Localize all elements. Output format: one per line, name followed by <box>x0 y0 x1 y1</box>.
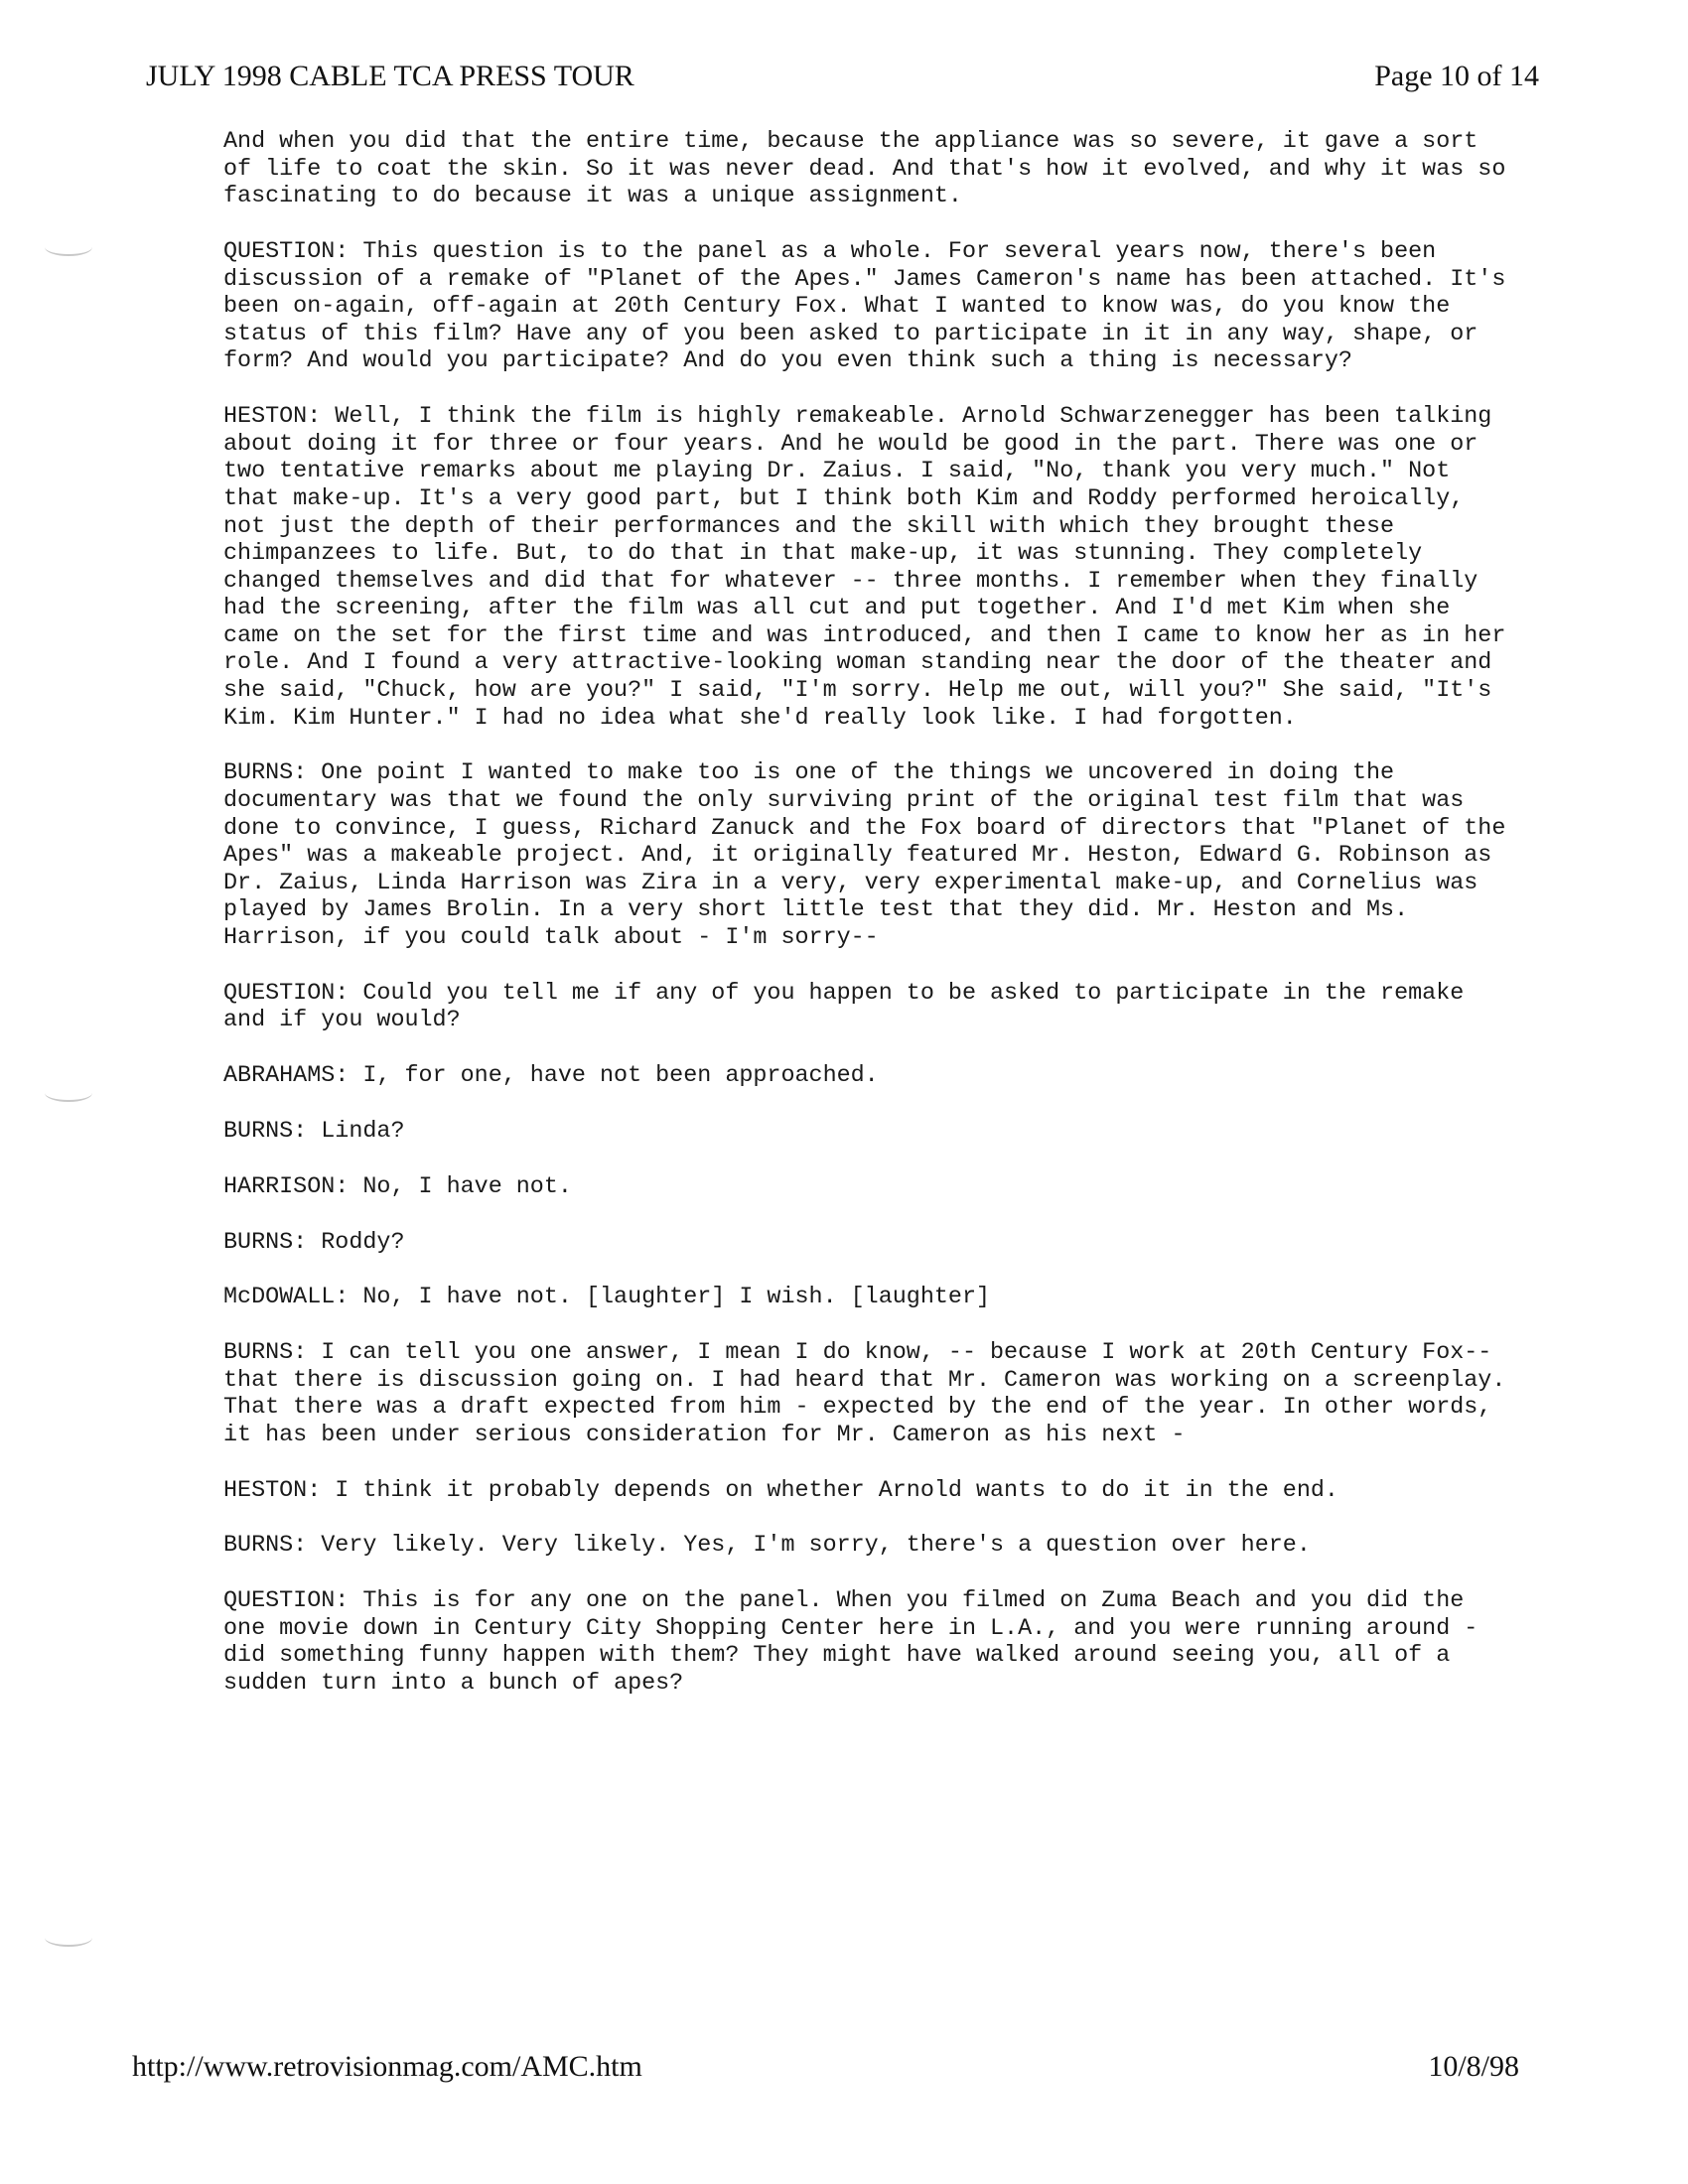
punch-hole-mark <box>45 238 92 256</box>
document-title: JULY 1998 CABLE TCA PRESS TOUR <box>146 60 634 92</box>
paragraph: ABRAHAMS: I, for one, have not been approached. <box>223 1063 879 1090</box>
paragraph: HARRISON: No, I have not. <box>223 1173 572 1200</box>
punch-hole-mark <box>45 1084 92 1102</box>
paragraph: QUESTION: This question is to the panel as a whole. For several years now, there's been discussion of a remake of "Planet of the Apes." James Cameron's name has been attached. It's been on-again, off-again at 20th Century Fox. What I wanted to know was, do you know the status of this film? Have any of you been asked to participate in it in any way, shape, or form? And would you participate? And do you even think such a thing is necessary? <box>223 238 1506 375</box>
page-footer <box>132 2050 1519 2084</box>
paragraph: BURNS: Linda? <box>223 1118 405 1145</box>
paragraph: McDOWALL: No, I have not. [laughter] I wish. [laughter] <box>223 1285 991 1311</box>
paragraph: HESTON: I think it probably depends on whether Arnold wants to do it in the end. <box>223 1477 1338 1504</box>
paragraph: BURNS: I can tell you one answer, I mean I do know, -- because I work at 20th Century Fox-- that there is discussion going on. I had heard that Mr. Cameron was working on a screenplay. That there was a draft expected from him - expected by the end of the year. In other words, it has been under serious consideration for Mr. Cameron as his next - <box>223 1340 1506 1448</box>
punch-hole-mark <box>45 1929 92 1947</box>
paragraph: HESTON: Well, I think the film is highly remakeable. Arnold Schwarzenegger has been talking about doing it for three or four years. And he would be good in the part. There was one or two tentative remarks about me playing Dr. Zaius. I said, "No, thank you very much." Not that make-up. It's a very good part, but I think both Kim and Roddy performed heroically, not just the depth of their performances and the skill with which they brought these chimpanzees to life. But, to do that in that make-up, it was stunning. They completely changed themselves and did that for whatever -- three months. I remember when they finally had the screening, after the film was all cut and put together. And I'd met Kim when she came on the set for the first time and was introduced, and then I came to know her as in her role. And I found a very attractive-looking woman standing near the door of the theater and she said, "Chuck, how are you?" I said, "I'm sorry. Help me out, will you?" She said, "It's Kim. Kim Hunter." I had no idea what she'd really look like. I had forgotten. <box>223 404 1506 732</box>
paragraph: QUESTION: Could you tell me if any of you happen to be asked to participate in the remake and if you would? <box>223 980 1465 1034</box>
transcript-body <box>223 129 1514 1726</box>
page-number: Page 10 of 14 <box>1374 60 1539 92</box>
paragraph: BURNS: One point I wanted to make too is one of the things we uncovered in doing the documentary was that we found the only surviving print of the original test film that was done to convince, I guess, Richard Zanuck and the Fox board of directors that "Planet of the Apes" was a makeable project. And, it originally featured Mr. Heston, Edward G. Robinson as Dr. Zaius, Linda Harrison was Zira in a very, very experimental make-up, and Cornelius was played by James Brolin. In a very short little test that they did. Mr. Heston and Ms. Harrison, if you could talk about - I'm sorry-- <box>223 760 1506 951</box>
page-header <box>146 60 1539 93</box>
paragraph: BURNS: Very likely. Very likely. Yes, I'm sorry, there's a question over here. <box>223 1533 1311 1560</box>
print-date: 10/8/98 <box>1428 2050 1519 2083</box>
paragraph: BURNS: Roddy? <box>223 1229 405 1256</box>
source-url: http://www.retrovisionmag.com/AMC.htm <box>132 2050 642 2083</box>
paragraph: And when you did that the entire time, because the appliance was so severe, it gave a sort of life to coat the skin. So it was never dead. And that's how it evolved, and why it was so fascinating to do because it was a unique assignment. <box>223 129 1506 210</box>
paragraph: QUESTION: This is for any one on the panel. When you filmed on Zuma Beach and you did the one movie down in Century City Shopping Center here in L.A., and you were running around - did something funny happen with them? They might have walked around seeing you, all of a sudden turn into a bunch of apes? <box>223 1588 1478 1697</box>
